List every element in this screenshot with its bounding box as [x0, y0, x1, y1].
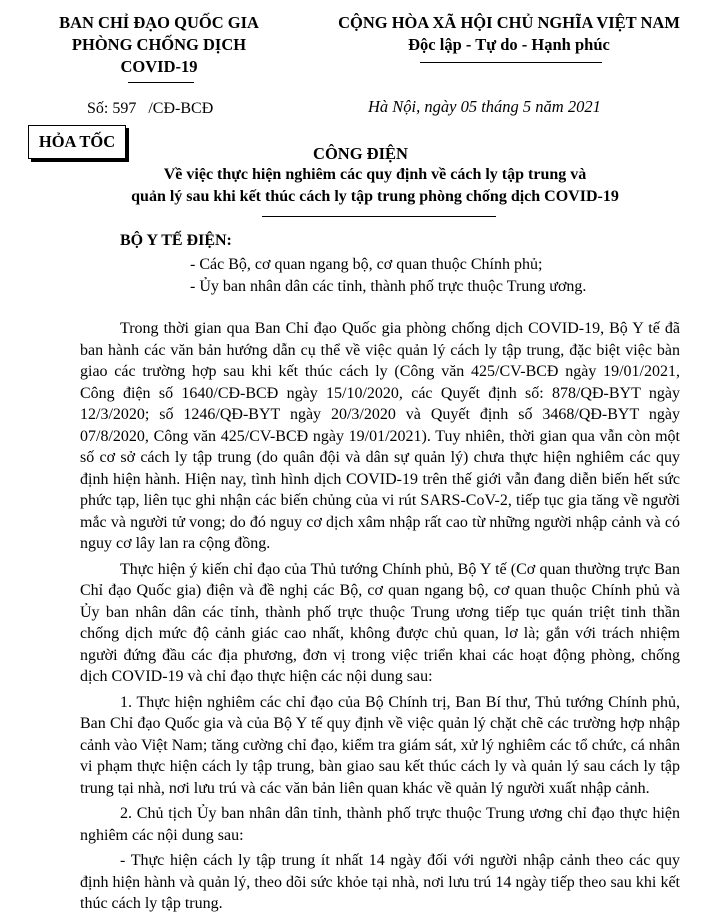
- urgency-stamp: HỎA TỐC: [28, 125, 126, 159]
- subject-line-2: quản lý sau khi kết thúc cách ly tập trung phòng chống dịch COVID-19: [131, 188, 619, 205]
- title-underline: [262, 216, 496, 217]
- document-subject: [80, 164, 670, 208]
- agency-line-1: BAN CHỈ ĐẠO QUỐC GIA: [59, 13, 259, 32]
- motto-underline: [420, 62, 602, 63]
- body-paragraph: 1. Thực hiện nghiêm các chỉ đạo của Bộ Chính trị, Ban Bí thư, Thủ tướng Chính phủ, Ban Chỉ đạo Quốc gia và của Bộ Y tế quy định về việc quản lý chặt chẽ các trường hợp nhập cảnh vào Việt Nam; tăng cường chỉ đạo, kiểm tra giám sát, xử lý nghiêm các tổ chức, cá nhân vi phạm thực hiện cách ly tập trung, bàn giao sau kết thúc cách ly và quản lý sau cách ly tập trung tại nhà, nơi lưu trú và các văn bản liên quan khác về quản lý người xuất nhập cảnh.: [80, 693, 680, 797]
- national-motto: Độc lập - Tự do - Hạnh phúc: [408, 35, 610, 54]
- sender-line: BỘ Y TẾ ĐIỆN:: [120, 232, 232, 249]
- body-paragraph: - Thực hiện cách ly tập trung ít nhất 14 ngày đối với người nhập cảnh theo các quy định hiện hành và quản lý, theo dõi sức khỏe tại nhà, nơi lưu trú 14 ngày tiếp theo sau khi kết thúc cách ly tập trung.: [80, 852, 680, 912]
- body-paragraph: 2. Chủ tịch Ủy ban nhân dân tỉnh, thành phố trực thuộc Trung ương chỉ đạo thực hiện nghiêm các nội dung sau:: [80, 805, 680, 844]
- document-type: CÔNG ĐIỆN: [313, 144, 408, 163]
- subject-line-1: Về việc thực hiện nghiêm các quy định về cách ly tập trung và: [163, 166, 587, 183]
- recipient-line: - Ủy ban nhân dân các tỉnh, thành phố trực thuộc Trung ương.: [190, 278, 587, 295]
- document-date: Hà Nội, ngày 05 tháng 5 năm 2021: [368, 97, 601, 116]
- agency-underline: [128, 82, 194, 83]
- document-body: [80, 318, 680, 919]
- agency-line-2: PHÒNG CHỐNG DỊCH: [71, 35, 247, 54]
- agency-line-3: COVID-19: [120, 57, 198, 76]
- body-paragraph: Trong thời gian qua Ban Chỉ đạo Quốc gia phòng chống dịch COVID-19, Bộ Y tế đã ban hành các văn bản hướng dẫn cụ thể về việc quản lý cách ly tập trung, đặc biệt việc bàn giao các trường hợp sau khi kết thúc cách ly (Công văn 425/CV-BCĐ ngày 19/01/2021, Công điện số 1640/CĐ-BCĐ ngày 15/10/2020, các Quyết định số: 878/QĐ-BYT ngày 12/3/2020; số 1246/QĐ-BYT ngày 20/3/2020 và Quyết định số 3468/QĐ-BYT ngày 07/8/2020, Công văn 425/CV-BCĐ ngày 19/01/2021). Tuy nhiên, thời gian qua vẫn còn một số cơ sở cách ly tập trung (do quân đội và dân sự quản lý) chưa thực hiện nghiêm các quy định hiện hành. Hiện nay, tình hình dịch COVID-19 trên thế giới vẫn đang diễn biến hết sức phức tạp, liên tục ghi nhận các biến chủng của vi rút SARS-CoV-2, tiếp tục gia tăng về người mắc và người tử vong; do đó nguy cơ dịch xâm nhập rất cao từ những người nhập cảnh và có nguy cơ lây lan ra cộng đồng.: [80, 320, 680, 552]
- recipient-line: - Các Bộ, cơ quan ngang bộ, cơ quan thuộc Chính phủ;: [190, 256, 543, 273]
- issuing-agency: [28, 12, 290, 78]
- national-heading: [300, 12, 718, 56]
- body-paragraph: Thực hiện ý kiến chỉ đạo của Thủ tướng Chính phủ, Bộ Y tế (Cơ quan thường trực Ban Chỉ đạo Quốc gia) điện và đề nghị các Bộ, cơ quan ngang bộ, cơ quan thuộc Chính phủ và Ủy ban nhân dân các tỉnh, thành phố trực thuộc Trung ương tiếp tục quán triệt tinh thần chống dịch mức độ cảnh giác cao nhất, không được chủ quan, lơ là; gắn với trách nhiệm người đứng đầu các địa phương, đơn vị trong việc triển khai các hoạt động phòng, chống dịch COVID-19 và chỉ đạo thực hiện các nội dung sau:: [80, 560, 680, 685]
- document-number: Số: 597 /CĐ-BCĐ: [87, 100, 214, 117]
- nation-name: CỘNG HÒA XÃ HỘI CHỦ NGHĨA VIỆT NAM: [338, 13, 680, 32]
